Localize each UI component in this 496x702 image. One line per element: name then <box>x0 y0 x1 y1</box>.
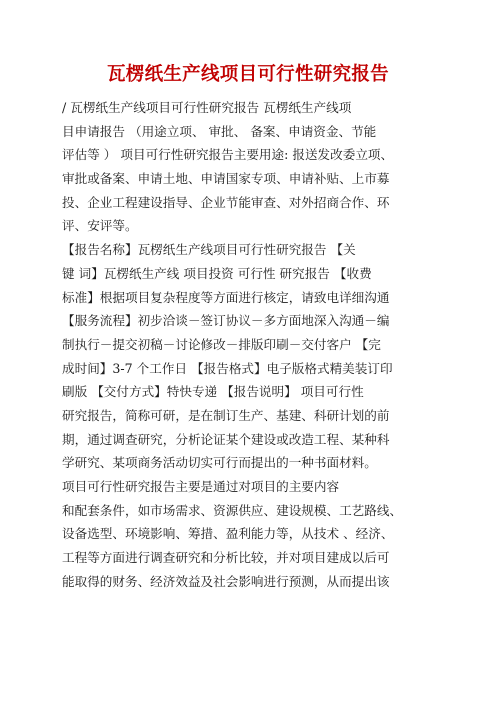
body-line: 【服务流程】初步洽谈－签订协议－多方面地深入沟通－编 <box>62 313 390 329</box>
document-body <box>62 96 434 593</box>
body-line: 设备选型、环境影响、筹措、盈利能力等，从技术 、经济、 <box>62 526 394 542</box>
body-line: 键 词】瓦楞纸生产线 项目投资 可行性 研究报告 【收费 <box>62 265 372 281</box>
body-line: / 瓦楞纸生产线项目可行性研究报告 瓦楞纸生产线项 <box>62 100 352 115</box>
body-line: 和配套条件，如市场需求、资源供应、建设规模、工艺路线、 <box>62 502 403 518</box>
body-line: 制执行－提交初稿－讨论修改－排版印刷－交付客户 【完 <box>62 336 381 352</box>
body-line: 【报告名称】瓦楞纸生产线项目可行性研究报告 【关 <box>62 242 356 258</box>
body-line: 项目可行性研究报告主要是通过对项目的主要内容 <box>62 479 340 494</box>
body-line: 成时间】3-7 个工作日 【报告格式】电子版格式精美装订印 <box>62 360 393 376</box>
body-line: 研究报告，简称可研，是在制订生产、基建、科研计划的前 <box>62 407 390 423</box>
body-line: 投、企业工程建设指导、企业节能审查、对外招商合作、环 <box>62 194 390 210</box>
body-line: 审批或备案、申请土地、申请国家专项、申请补贴、上市募 <box>62 171 390 187</box>
body-line: 工程等方面进行调查研究和分析比较，并对项目建成以后可 <box>62 550 390 566</box>
body-line: 评估等 ） 项目可行性研究报告主要用途: 报送发改委立项、 <box>62 147 394 163</box>
body-line: 目申请报告 （用途立项、 审批、 备案、申请资金、节能 <box>62 123 377 139</box>
document-title: 瓦楞纸生产线项目可行性研究报告 <box>106 64 389 85</box>
body-line: 能取得的财务、经济效益及社会影响进行预测，从而提出该 <box>62 573 390 589</box>
body-line: 评、安评等。 <box>62 218 138 234</box>
body-line: 期，通过调查研究，分析论证某个建设或改造工程、某种科 <box>62 431 390 447</box>
body-line: 学研究、某项商务活动切实可行而提出的一种书面材料。 <box>62 455 377 471</box>
body-line: 刷版 【交付方式】特快专递 【报告说明】 项目可行性 <box>62 384 364 400</box>
body-line: 标准】根据项目复杂程度等方面进行核定，请致电详细沟通 <box>62 289 390 305</box>
